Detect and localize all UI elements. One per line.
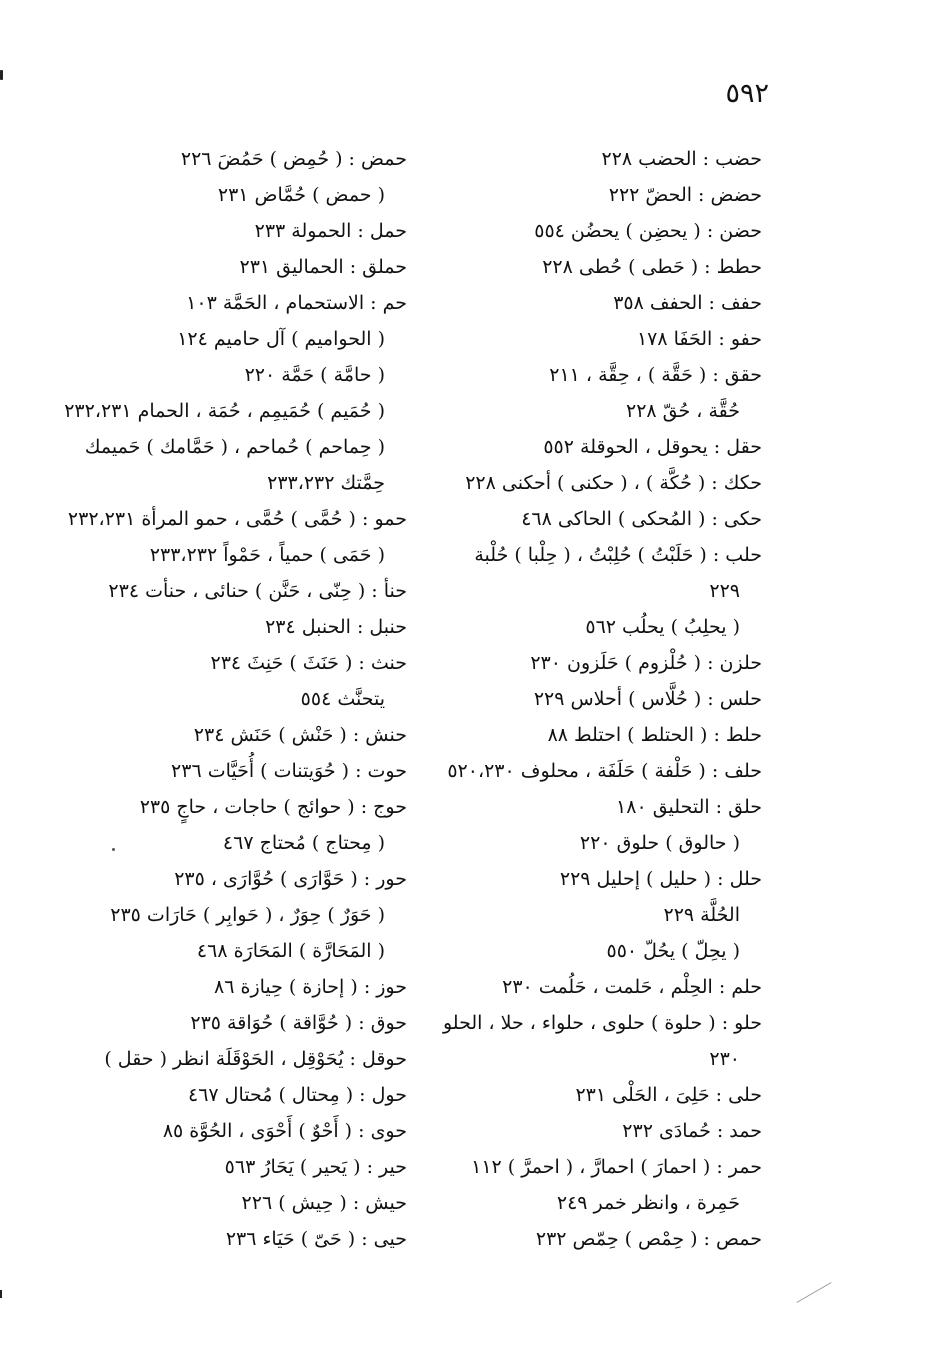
- index-entry: حقق : ( حَقَّة ) ، حِقَّة ، ٢١١: [549, 364, 762, 386]
- index-entry: حِمَّتك ٢٣٣،٢٣٢: [267, 472, 385, 494]
- index-entry: حمو : ( حُمَّى ) حُمَّى ، حمو المرأة ٢٣٢،٢٣١: [67, 508, 407, 530]
- index-entry: حمص : ( حِمْص ) حِمّص ٢٣٢: [535, 1228, 762, 1250]
- index-entry: حلو : ( حلوة ) حلوى ، حلواء ، حلا ، الحلو: [442, 1012, 762, 1034]
- index-entry: حفو : الحَفَا ١٧٨: [636, 328, 762, 350]
- index-entry: حول : ( مِحتال ) مُحتال ٤٦٧: [188, 1084, 407, 1106]
- index-entry: ( حُمَيم ) حُمَيمِم ، حُمَة ، الحمام ٢٣٢،٢٣١: [64, 400, 385, 422]
- index-entry: حنبل : الحنبل ٢٣٤: [265, 616, 407, 638]
- index-entry: حكك : ( حُكَّة ) ، ( حكنى ) أحكنى ٢٢٨: [465, 472, 762, 494]
- index-entry: حوت : ( حُوَيتنات ) أُحَيَّات ٢٣٦: [171, 760, 407, 782]
- index-entry: حفف : الحفف ٣٥٨: [613, 292, 762, 314]
- index-entry: ( مِحتاج ) مُحتاج ٤٦٧: [222, 832, 385, 854]
- index-entry: حمل : الحمولة ٢٣٣: [254, 220, 407, 242]
- index-entry: حُقَّة ، حُقّ ٢٢٨: [625, 400, 740, 422]
- index-entry: حنأ : ( حِنّى ، حَنَّن ) حنائى ، حنأت ٢٣٤: [108, 580, 407, 602]
- index-column-left: [62, 143, 407, 1259]
- index-entry: ( حَوَرٌ ) حِوَرٌ ، ( حَوابِر ) حَارَات ٢٣٥: [110, 904, 385, 926]
- index-entry: حمد : حُمادَى ٢٣٢: [622, 1120, 762, 1142]
- margin-mark: [0, 70, 3, 80]
- index-entry: حلب : ( حَلَبْتُ ) حُلِبْتُ ، ( حِلْبا ) حُلْبة: [474, 544, 762, 566]
- index-entry: حير : ( يَحير ) يَحَارُ ٥٦٣: [224, 1156, 407, 1178]
- index-entry: حوز : ( إحازة ) حِيازة ٨٦: [214, 976, 407, 998]
- index-entry: حلس : ( حُلَّاس ) أحلاس ٢٢٩: [533, 688, 762, 710]
- index-entry: حقل : يحوقل ، الحوقلة ٥٥٢: [543, 436, 762, 458]
- index-entry: حضن : ( يحضِن ) يحضُن ٥٥٤: [534, 220, 762, 242]
- index-entry: حوى : ( أَحْوٌ ) أَحْوَى ، الحُوَّة ٨٥: [162, 1120, 407, 1142]
- index-entry: ( المَحَارَّة ) المَحَارَة ٤٦٨: [196, 940, 385, 962]
- index-entry: حلق : التحليق ١٨٠: [616, 796, 762, 818]
- index-entry: حيش : ( حِيش ) ٢٢٦: [241, 1192, 407, 1214]
- index-entry: حلم : الحِلْم ، حَلمت ، حَلُمت ٢٣٠: [502, 976, 762, 998]
- index-entry: ( يحِلّ ) يحُلّ ٥٥٠: [606, 940, 740, 962]
- index-entry: حوج : ( حوائج ) حاجات ، حاجٍ ٢٣٥: [139, 796, 407, 818]
- index-entry: ( حمض ) حُمَّاض ٢٣١: [217, 184, 385, 206]
- index-entry: ( حامَّة ) حَمَّة ٢٢٠: [244, 364, 385, 386]
- index-entry: ( الحواميم ) آل حاميم ١٢٤: [177, 328, 385, 350]
- index-entry: حملق : الحماليق ٢٣١: [239, 256, 407, 278]
- index-entry: حور : ( حَوَّارَى ) حُوَّارَى ، ٢٣٥: [174, 868, 407, 890]
- index-entry: حنش : ( حَنْش ) حَنَش ٢٣٤: [193, 724, 407, 746]
- index-entry: ٢٢٩: [709, 580, 740, 602]
- index-column-right: [432, 143, 762, 1259]
- index-entry: حضب : الحضب ٢٢٨: [601, 148, 762, 170]
- index-entry: ( حِماحم ) حُماحم ، ( حَمَّامك ) حَميمك: [84, 436, 385, 458]
- index-entry: ( يحلِبُ ) يحلُب ٥٦٢: [585, 616, 740, 638]
- index-entry: حلزن : ( حُلْزوم ) حَلَزون ٢٣٠: [530, 652, 762, 674]
- index-entry: الحُلَّة ٢٢٩: [663, 904, 740, 926]
- index-entry: حلل : ( حليل ) إحليل ٢٢٩: [559, 868, 762, 890]
- index-entry: حم : الاستحمام ، الحَمَّة ١٠٣: [186, 292, 407, 314]
- index-entry: حمر : ( احمارَ ) احمارَّ ، ( احمرَّ ) ١١٢: [471, 1156, 762, 1178]
- index-entry: ( حالوق ) حلوق ٢٢٠: [579, 832, 740, 854]
- index-entry: ٢٣٠: [709, 1048, 740, 1070]
- index-entry: حيى : ( حَىّ ) حَيَاء ٢٣٦: [225, 1228, 407, 1250]
- index-entry: حكى : ( المُحكى ) الحاكى ٤٦٨: [521, 508, 762, 530]
- pencil-stroke: [796, 1282, 831, 1303]
- index-entry: حضض : الحضّ ٢٢٢: [608, 184, 762, 206]
- index-entry: حمض : ( حُمِض ) حَمُضَ ٢٢٦: [180, 148, 407, 170]
- page-number: ٥٩٢: [725, 78, 769, 109]
- index-entry: ( حَمَى ) حمياً ، حَمْواً ٢٣٣،٢٣٢: [149, 544, 385, 566]
- index-entry: حَمِرة ، وانظر خمر ٢٤٩: [556, 1192, 740, 1214]
- index-entry: حوقل : يُحَوْقِل ، الحَوْقَلَة انظر ( حقل ): [104, 1048, 407, 1070]
- index-entry: حطط : ( حَطى ) حُطى ٢٢٨: [542, 256, 762, 278]
- index-entry: حوق : ( حُوَّاقة ) حُوَاقة ٢٣٥: [190, 1012, 407, 1034]
- index-entry: حلف : ( حَلْفة ) حَلَفَة ، محلوف ٥٢٠،٢٣٠: [447, 760, 762, 782]
- margin-mark: [0, 1290, 2, 1298]
- index-entry: حنث : ( حَنَثَ ) حَنِثَ ٢٣٤: [210, 652, 407, 674]
- index-entry: حلى : حَلِىَ ، الحَلْى ٢٣١: [575, 1084, 762, 1106]
- index-entry: يتحنَّث ٥٥٤: [300, 688, 385, 710]
- index-entry: حلط : ( الحتلط ) احتلط ٨٨: [547, 724, 762, 746]
